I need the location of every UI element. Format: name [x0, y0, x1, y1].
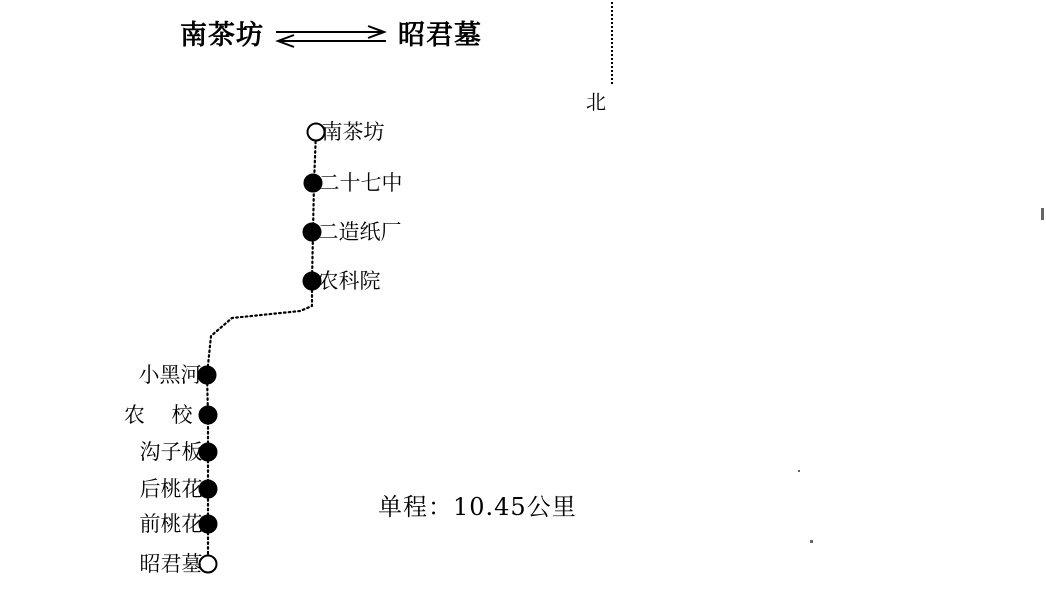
scan-speck: [798, 470, 800, 472]
station-label: 后桃花: [139, 476, 203, 501]
station-erzaozhichang[interactable]: [303, 219, 402, 244]
scan-speck: [810, 540, 813, 543]
station-zhaojunmu[interactable]: [139, 551, 218, 576]
station-label: 小黑河: [138, 362, 202, 387]
station-xiaoheihe[interactable]: [138, 362, 217, 387]
station-nongkeyuan[interactable]: [303, 268, 381, 293]
distance-note: 单程：10.45公里: [378, 493, 577, 521]
station-label: 二造纸厂: [317, 219, 402, 244]
scan-speck: [1041, 208, 1044, 220]
station-label: 南茶坊: [321, 119, 385, 144]
station-houtaohua[interactable]: [139, 476, 218, 501]
station-label: 二十七中: [318, 170, 403, 195]
station-label: 农 校: [123, 402, 203, 427]
station-label: 前桃花: [139, 511, 203, 536]
station-nongxiao[interactable]: [123, 402, 218, 427]
route-destination-label: 昭君墓: [398, 20, 482, 51]
station-label: 昭君墓: [139, 551, 203, 576]
station-label: 沟子板: [139, 439, 203, 464]
station-qiantaohua[interactable]: [139, 511, 218, 536]
station-nanchafang[interactable]: [307, 119, 385, 144]
station-ershiqizhong[interactable]: [304, 170, 403, 195]
station-label: 农科院: [317, 268, 381, 293]
compass-label: 北: [586, 90, 606, 114]
route-origin-label: 南茶坊: [180, 20, 264, 51]
station-gouziban[interactable]: [139, 439, 218, 464]
